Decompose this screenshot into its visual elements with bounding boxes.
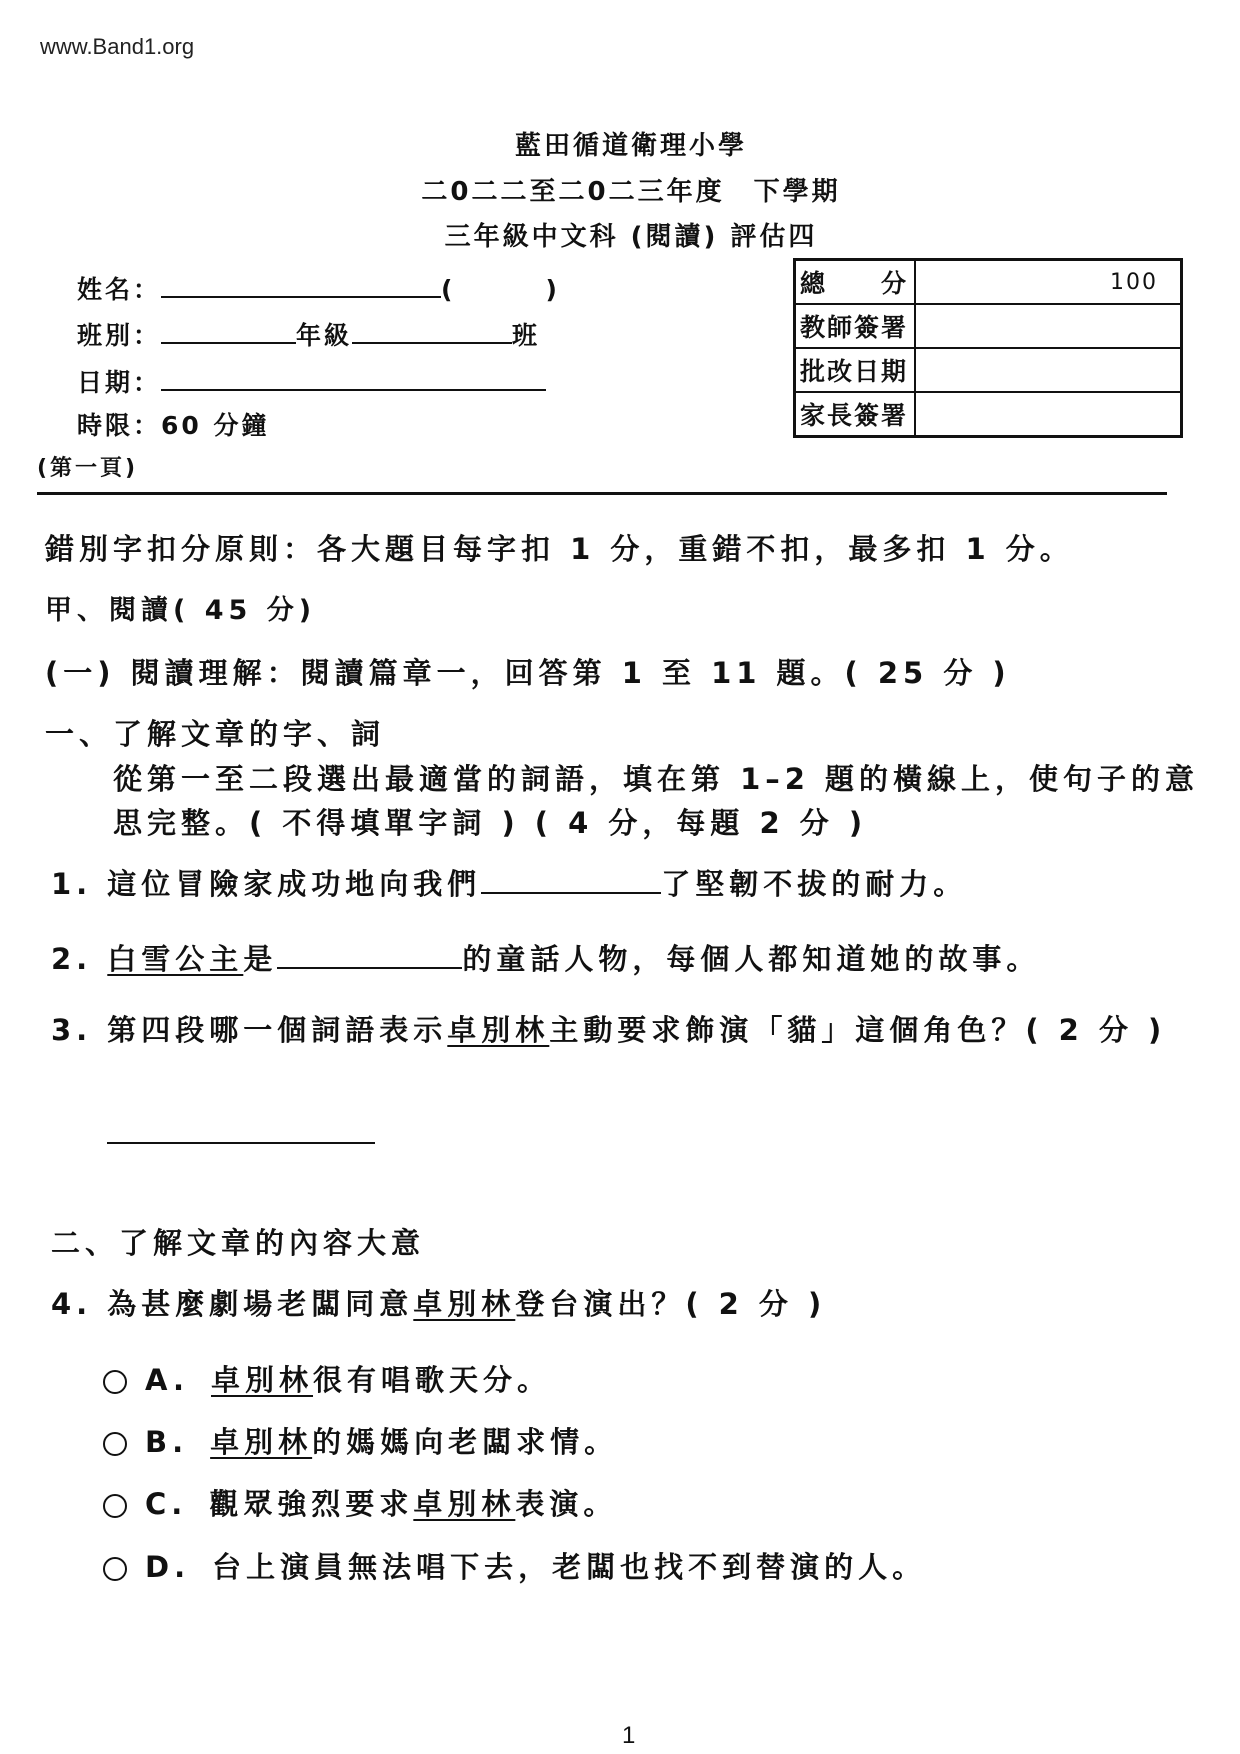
radio-circle-icon[interactable] (103, 1557, 127, 1581)
score-row (795, 304, 1182, 348)
divider (37, 492, 1167, 495)
score-label: 總 分 (795, 260, 916, 305)
option-text: 表演。 (515, 1487, 618, 1521)
page-number: 1 (622, 1722, 636, 1749)
watermark-url: www.Band1.org (40, 34, 195, 59)
class-field (77, 320, 540, 348)
question-1 (51, 867, 968, 901)
parent-signature-cell[interactable] (915, 392, 1182, 437)
school-year: 二0二二至二0二三年度 下學期 (421, 177, 841, 207)
option-text: 觀眾強烈要求 (209, 1487, 414, 1521)
date-field (77, 367, 546, 395)
option-label: D. (145, 1550, 191, 1584)
option-text: 台上演員無法唱下去，老闆也找不到替演的人。 (212, 1550, 927, 1584)
option-proper-noun: 卓別林 (210, 1425, 313, 1459)
marking-rule: 錯別字扣分原則：各大題目每字扣 1 分，重錯不扣，最多扣 1 分。 (45, 532, 1074, 566)
question-3 (51, 1013, 1167, 1047)
name-field (77, 274, 560, 302)
option-proper-noun: 卓別林 (211, 1363, 314, 1397)
q3-text-b: 主動要求飾演「貓」這個角色？( 2 分 ) (549, 1013, 1167, 1047)
option-a[interactable] (103, 1363, 552, 1397)
option-label: A. (145, 1363, 189, 1397)
q3-text-a: 3. 第四段哪一個詞語表示 (51, 1013, 448, 1047)
class-blank[interactable] (352, 320, 512, 344)
q4-proper-noun: 卓別林 (413, 1287, 516, 1321)
class-label: 班別： (77, 321, 162, 350)
ban-label: 班 (512, 321, 541, 350)
option-c[interactable] (103, 1487, 618, 1521)
part1-heading: (一) 閱讀理解：閱讀篇章一，回答第 1 至 11 題。( 25 分 ) (45, 656, 1011, 690)
score-label: 批改日期 (795, 348, 916, 392)
score-value: 100 (915, 260, 1182, 305)
date-blank[interactable] (161, 367, 546, 391)
sub1-heading: 一、了解文章的字、詞 (45, 717, 386, 751)
score-row (795, 392, 1182, 437)
question-4 (51, 1287, 827, 1321)
q2-text-b: 的童話人物，每個人都知道她的故事。 (462, 942, 1041, 976)
q1-answer-blank[interactable] (481, 870, 661, 894)
teacher-signature-cell[interactable] (915, 304, 1182, 348)
sub2-heading: 二、了解文章的內容大意 (51, 1226, 426, 1260)
page-label: (第一頁) (37, 456, 139, 481)
exam-subject: 三年級中文科 (閱讀) 評估四 (444, 222, 818, 252)
grade-label: 年級 (296, 321, 353, 350)
score-table (793, 258, 1183, 438)
q3-proper-noun: 卓別林 (447, 1013, 550, 1047)
option-b[interactable] (103, 1425, 619, 1459)
paren-close: ) (545, 275, 560, 304)
name-blank[interactable] (161, 274, 441, 298)
q1-text-b: 了堅韌不拔的耐力。 (661, 867, 968, 901)
radio-circle-icon[interactable] (103, 1494, 127, 1518)
time-limit: 時限：60 分鐘 (77, 411, 270, 440)
q2-number: 2. (51, 942, 108, 976)
question-2 (51, 942, 1041, 976)
radio-circle-icon[interactable] (103, 1370, 127, 1394)
score-label: 教師簽署 (795, 304, 916, 348)
option-proper-noun: 卓別林 (413, 1487, 516, 1521)
q2-text-a: 是 (243, 942, 278, 976)
sub1-instruction-1: 從第一至二段選出最適當的詞語，填在第 1–2 題的橫線上，使句子的意 (113, 762, 1200, 796)
sub1-instruction-2: 思完整。( 不得填單字詞 ) ( 4 分，每題 2 分 ) (113, 806, 868, 840)
school-name: 藍田循道衛理小學 (514, 131, 747, 161)
option-label: B. (145, 1425, 189, 1459)
q2-proper-noun: 白雪公主 (107, 942, 244, 976)
q3-answer-line[interactable] (107, 1142, 375, 1144)
option-label: C. (145, 1487, 188, 1521)
score-row (795, 348, 1182, 392)
option-text: 很有唱歌天分。 (313, 1363, 552, 1397)
grade-blank[interactable] (161, 320, 296, 344)
score-row (795, 260, 1182, 305)
option-d[interactable] (103, 1550, 927, 1584)
q4-text-a: 4. 為甚麼劇場老闆同意 (51, 1287, 414, 1321)
q2-answer-blank[interactable] (277, 945, 462, 969)
marking-date-cell[interactable] (915, 348, 1182, 392)
option-text: 的媽媽向老闆求情。 (312, 1425, 619, 1459)
score-label: 家長簽署 (795, 392, 916, 437)
q4-text-b: 登台演出？( 2 分 ) (515, 1287, 827, 1321)
name-label: 姓名： (77, 275, 162, 304)
paren-open: ( (441, 275, 456, 304)
q1-text-a: 1. 這位冒險家成功地向我們 (51, 867, 482, 901)
radio-circle-icon[interactable] (103, 1432, 127, 1456)
section-a-heading: 甲、閱讀( 45 分) (45, 595, 317, 626)
date-label: 日期： (77, 368, 162, 397)
